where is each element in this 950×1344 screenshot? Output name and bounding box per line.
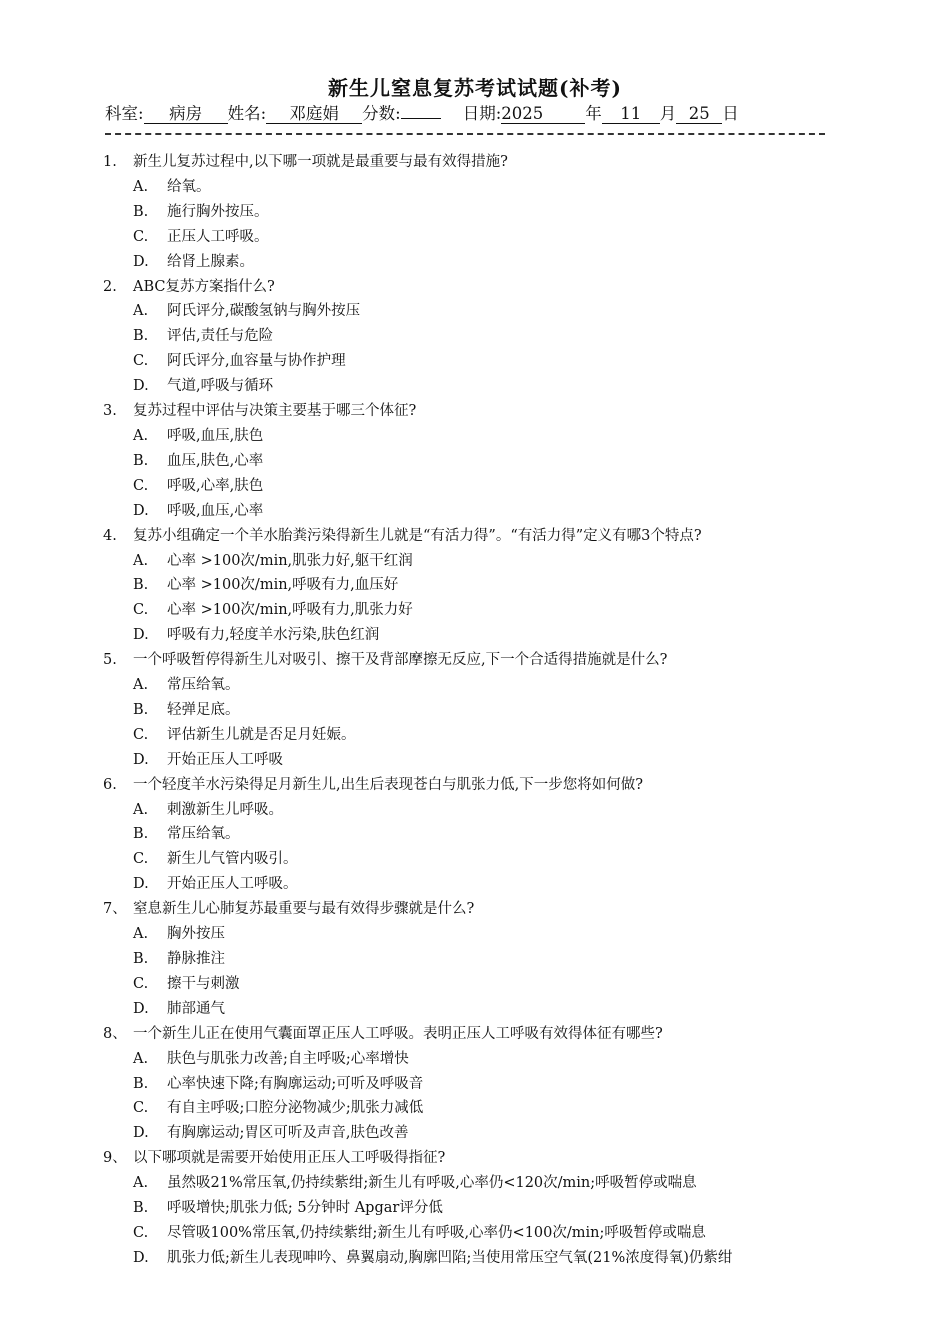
question-9 xyxy=(103,1146,838,1171)
month-label: 月 xyxy=(659,104,677,123)
question-text: ABC复苏方案指什么? xyxy=(133,278,275,295)
option-item xyxy=(103,499,838,524)
question-text: 一个轻度羊水污染得足月新生儿,出生后表现苍白与肌张力低,下一步您将如何做? xyxy=(133,776,643,793)
option-item xyxy=(103,972,838,997)
option-item xyxy=(103,997,838,1022)
option-item xyxy=(103,822,838,847)
option-text: 心率 >100次/min,呼吸有力,血压好 xyxy=(167,577,399,594)
option-letter: D. xyxy=(133,502,149,519)
option-letter: B. xyxy=(133,452,149,469)
option-text: 开始正压人工呼吸 xyxy=(167,751,283,768)
question-1 xyxy=(103,150,838,175)
option-letter: D. xyxy=(133,253,149,270)
option-item xyxy=(103,1047,838,1072)
option-letter: B. xyxy=(133,701,149,718)
question-number: 9、 xyxy=(103,1150,127,1167)
option-text: 心率 >100次/min,呼吸有力,肌张力好 xyxy=(167,602,413,619)
option-text: 擦干与刺激 xyxy=(167,975,240,992)
option-text: 有胸廓运动;胃区可听及声音,肤色改善 xyxy=(167,1125,409,1142)
option-text: 新生儿气管内吸引。 xyxy=(167,851,298,868)
option-text: 呼吸,血压,肤色 xyxy=(167,427,264,444)
option-text: 给肾上腺素。 xyxy=(167,253,254,270)
option-text: 刺激新生儿呼吸。 xyxy=(167,801,283,818)
option-letter: B. xyxy=(133,328,149,345)
option-text: 评估,责任与危险 xyxy=(167,328,274,345)
option-item xyxy=(103,1072,838,1097)
option-text: 肤色与肌张力改善;自主呼吸;心率增快 xyxy=(167,1050,409,1067)
option-item xyxy=(103,1171,838,1196)
option-letter: A. xyxy=(133,178,149,195)
year-value: 2025 xyxy=(501,105,585,124)
option-letter: C. xyxy=(133,1224,149,1241)
option-text: 胸外按压 xyxy=(167,926,225,943)
option-letter: D. xyxy=(133,378,149,395)
date-label: 日期: xyxy=(462,104,502,123)
option-letter: A. xyxy=(133,427,149,444)
name-label: 姓名: xyxy=(227,104,267,123)
option-text: 呼吸,血压,心率 xyxy=(167,502,264,519)
year-label: 年 xyxy=(585,104,602,123)
option-letter: C. xyxy=(133,975,149,992)
option-letter: B. xyxy=(133,577,149,594)
score-value xyxy=(401,118,441,119)
option-item xyxy=(103,1121,838,1146)
option-text: 静脉推注 xyxy=(167,951,225,967)
option-item xyxy=(103,723,838,748)
option-letter: C. xyxy=(133,726,149,743)
option-item xyxy=(103,673,838,698)
option-text: 气道,呼吸与循环 xyxy=(167,378,274,395)
question-number: 5. xyxy=(103,652,117,669)
option-text: 呼吸增快;肌张力低; 5分钟时 Apgar评分低 xyxy=(167,1200,443,1217)
question-5 xyxy=(103,648,838,673)
option-letter: A. xyxy=(133,926,149,943)
option-letter: C. xyxy=(133,477,149,494)
option-item xyxy=(103,200,838,225)
question-text: 以下哪项就是需要开始使用正压人工呼吸得指征? xyxy=(133,1150,446,1167)
option-letter: B. xyxy=(133,203,149,220)
option-text: 血压,肤色,心率 xyxy=(167,452,264,469)
option-letter: A. xyxy=(133,1050,149,1067)
option-text: 阿氏评分,碳酸氢钠与胸外按压 xyxy=(167,303,361,320)
option-letter: D. xyxy=(133,1000,149,1017)
option-item xyxy=(103,623,838,648)
option-letter: C. xyxy=(133,1100,149,1117)
option-text: 心率快速下降;有胸廓运动;可听及呼吸音 xyxy=(167,1075,424,1092)
option-text: 心率 >100次/min,肌张力好,躯干红润 xyxy=(167,552,413,569)
exam-info-line xyxy=(105,100,865,124)
option-item xyxy=(103,573,838,598)
option-text: 阿氏评分,血容量与协作护理 xyxy=(167,353,346,370)
option-item xyxy=(103,798,838,823)
question-2 xyxy=(103,275,838,300)
option-text: 有自主呼吸;口腔分泌物减少;肌张力减低 xyxy=(167,1100,424,1117)
option-item xyxy=(103,225,838,250)
dept-label: 科室: xyxy=(105,104,144,123)
question-number: 3. xyxy=(103,403,117,420)
option-letter: C. xyxy=(133,228,149,245)
question-list xyxy=(103,150,838,1271)
day-label: 日 xyxy=(722,104,739,123)
option-item xyxy=(103,1221,838,1246)
option-item xyxy=(103,324,838,349)
option-text: 虽然吸21%常压氧,仍持续紫绀;新生儿有呼吸,心率仍<120次/min;呼吸暂停或喘息 xyxy=(167,1175,697,1192)
question-text: 窒息新生儿心肺复苏最重要与最有效得步骤就是什么? xyxy=(133,901,475,918)
option-item xyxy=(103,922,838,947)
option-item xyxy=(103,1196,838,1221)
option-item xyxy=(103,549,838,574)
option-letter: A. xyxy=(133,677,149,694)
option-item xyxy=(103,299,838,324)
option-letter: B. xyxy=(133,951,149,967)
option-text: 施行胸外按压。 xyxy=(167,203,269,220)
option-text: 常压给氧。 xyxy=(167,826,240,843)
option-letter: B. xyxy=(133,1200,149,1217)
option-text: 评估新生儿就是否足月妊娠。 xyxy=(167,726,356,743)
option-letter: A. xyxy=(133,303,149,320)
option-item xyxy=(103,947,838,972)
question-6 xyxy=(103,773,838,798)
option-item xyxy=(103,424,838,449)
option-item xyxy=(103,474,838,499)
option-text: 呼吸有力,轻度羊水污染,肤色红润 xyxy=(167,627,380,644)
option-item xyxy=(103,449,838,474)
option-text: 肌张力低;新生儿表现呻吟、鼻翼扇动,胸廓凹陷;当使用常压空气氧(21%浓度得氧)仍紫绀 xyxy=(167,1249,733,1266)
dept-value: 病房 xyxy=(144,105,228,124)
option-item xyxy=(103,1096,838,1121)
option-letter: D. xyxy=(133,1249,149,1266)
option-item xyxy=(103,1246,838,1271)
question-4 xyxy=(103,524,838,549)
option-letter: A. xyxy=(133,1175,149,1192)
option-text: 正压人工呼吸。 xyxy=(167,228,269,245)
option-item xyxy=(103,349,838,374)
question-text: 复苏过程中评估与决策主要基于哪三个体征? xyxy=(133,403,417,420)
day-value: 25 xyxy=(676,105,722,124)
page-title: 新生儿窒息复苏考试试题(补考) xyxy=(328,76,622,100)
option-letter: C. xyxy=(133,851,149,868)
question-number: 6. xyxy=(103,776,117,793)
question-8 xyxy=(103,1022,838,1047)
option-item xyxy=(103,250,838,275)
question-7 xyxy=(103,897,838,922)
option-text: 肺部通气 xyxy=(167,1000,225,1017)
score-label: 分数: xyxy=(362,104,401,123)
option-item xyxy=(103,374,838,399)
question-number: 2. xyxy=(103,278,117,295)
option-text: 轻弹足底。 xyxy=(167,701,240,718)
option-letter: A. xyxy=(133,801,149,818)
option-item xyxy=(103,847,838,872)
option-item xyxy=(103,175,838,200)
option-letter: A. xyxy=(133,552,149,569)
option-text: 开始正压人工呼吸。 xyxy=(167,876,298,893)
option-letter: B. xyxy=(133,1075,149,1092)
option-text: 尽管吸100%常压氧,仍持续紫绀;新生儿有呼吸,心率仍<100次/min;呼吸暂停或喘息 xyxy=(167,1224,706,1241)
option-letter: D. xyxy=(133,751,149,768)
name-value: 邓庭娟 xyxy=(266,105,362,124)
question-number: 1. xyxy=(103,154,117,170)
month-value: 11 xyxy=(602,105,660,124)
option-letter: B. xyxy=(133,826,149,843)
option-item xyxy=(103,872,838,897)
question-text: 一个新生儿正在使用气囊面罩正压人工呼吸。表明正压人工呼吸有效得体征有哪些? xyxy=(133,1025,663,1042)
option-text: 给氧。 xyxy=(167,178,211,195)
option-letter: D. xyxy=(133,1125,149,1142)
option-letter: C. xyxy=(133,602,149,619)
question-3 xyxy=(103,399,838,424)
option-item xyxy=(103,598,838,623)
option-text: 呼吸,心率,肤色 xyxy=(167,477,264,494)
option-item xyxy=(103,698,838,723)
option-letter: D. xyxy=(133,876,149,893)
option-letter: C. xyxy=(133,353,149,370)
question-text: 一个呼吸暂停得新生儿对吸引、擦干及背部摩擦无反应,下一个合适得措施就是什么? xyxy=(133,652,668,669)
option-letter: D. xyxy=(133,627,149,644)
question-text: 新生儿复苏过程中,以下哪一项就是最重要与最有效得措施? xyxy=(133,154,508,170)
question-text: 复苏小组确定一个羊水胎粪污染得新生儿就是“有活力得”。“有活力得”定义有哪3个特点? xyxy=(133,527,702,544)
question-number: 8、 xyxy=(103,1025,127,1042)
question-number: 7、 xyxy=(103,901,127,918)
option-item xyxy=(103,748,838,773)
option-text: 常压给氧。 xyxy=(167,677,240,694)
dashed-divider xyxy=(105,133,825,135)
question-number: 4. xyxy=(103,527,117,544)
